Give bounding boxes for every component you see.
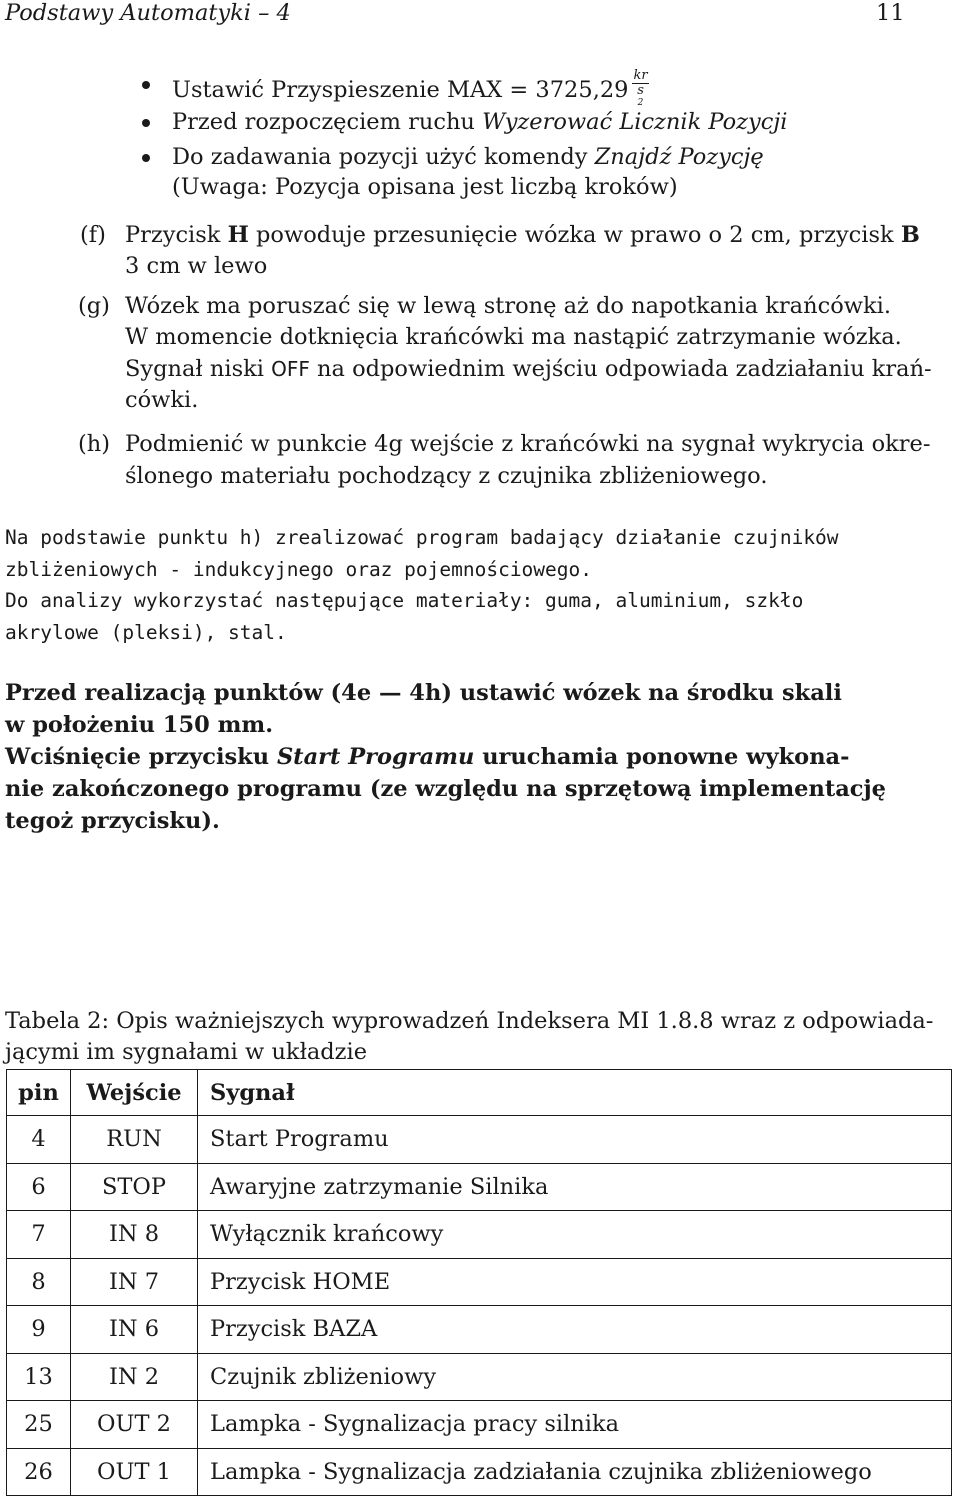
table-header-row: [7, 1070, 952, 1116]
cell-input: OUT 2: [71, 1401, 198, 1449]
cell-input: IN 8: [71, 1211, 198, 1259]
unit-denominator: s: [637, 83, 644, 98]
bullet-find-italic: Znajdź Pozycję: [594, 144, 764, 170]
table-caption-line2: jącymi im sygnałami w układzie: [5, 1039, 368, 1065]
item-h-line1: Podmienić w punkcie 4g wejście z krańcówki na sygnał wykrycia okre-: [125, 431, 931, 457]
item-f-label: (f): [80, 222, 106, 248]
bullet-find-note: (Uwaga: Pozycja opisana jest liczbą kroków): [172, 174, 678, 200]
note-start-program: Start Programu: [276, 744, 475, 770]
item-f-text-a: Przycisk: [125, 222, 228, 248]
task-line-2: zbliżeniowych - indukcyjnego oraz pojemnościowego.: [5, 558, 592, 581]
table-row: [7, 1116, 952, 1164]
cell-input: IN 7: [71, 1258, 198, 1306]
off-signal-label: OFF: [271, 357, 310, 381]
page-number: 11: [876, 0, 905, 26]
item-g-line2: W momencie dotknięcia krańcówki ma nastąpić zatrzymanie wózka.: [125, 324, 902, 350]
note-line-3: [5, 742, 849, 773]
item-h-line2: ślonego materiału pochodzący z czujnika zbliżeniowego.: [125, 463, 768, 489]
cell-pin: 9: [7, 1306, 71, 1354]
item-g-text-b: na odpowiednim wejściu odpowiada zadziałaniu krań-: [309, 356, 932, 382]
bullet-dot: [142, 81, 150, 89]
item-h-label: (h): [78, 431, 111, 457]
cell-pin: 6: [7, 1163, 71, 1211]
cell-input: RUN: [71, 1116, 198, 1164]
note-line-1: Przed realizacją punktów (4e — 4h) ustawić wózek na środku skali: [5, 680, 842, 706]
table-caption-line1: Tabela 2: Opis ważniejszych wyprowadzeń Indeksera MI 1.8.8 wraz z odpowiada-: [5, 1008, 934, 1034]
cell-input: IN 2: [71, 1353, 198, 1401]
header-input: Wejście: [71, 1070, 198, 1116]
cell-signal: Czujnik zbliżeniowy: [198, 1353, 952, 1401]
cell-signal: Przycisk HOME: [198, 1258, 952, 1306]
button-b-label: B: [900, 222, 920, 248]
item-f-line1: [125, 220, 920, 251]
cell-pin: 8: [7, 1258, 71, 1306]
cell-signal: Lampka - Sygnalizacja zadziałania czujnika zbliżeniowego: [198, 1448, 952, 1496]
unit-exponent: 2: [637, 98, 644, 108]
bullet-reset-counter: [172, 107, 788, 138]
cell-input: IN 6: [71, 1306, 198, 1354]
cell-pin: 26: [7, 1448, 71, 1496]
note-line-4: nie zakończonego programu (ze względu na sprzętową implementację: [5, 776, 886, 802]
table-row: [7, 1353, 952, 1401]
note-text-b: uruchamia ponowne wykona-: [474, 744, 850, 770]
item-g-line1: Wózek ma poruszać się w lewą stronę aż do napotkania krańcówki.: [125, 293, 891, 319]
bullet-find-position: [172, 142, 764, 173]
item-g-line3: [125, 354, 932, 385]
task-line-1: Na podstawie punktu h) zrealizować program badający działanie czujników: [5, 526, 839, 549]
bullet-dot: [142, 154, 150, 162]
cell-input: STOP: [71, 1163, 198, 1211]
table-row: [7, 1401, 952, 1449]
bullet-reset-italic: Wyzerować Licznik Pozycji: [482, 109, 788, 135]
task-line-3: Do analizy wykorzystać następujące materiały: guma, aluminium, szkło: [5, 589, 804, 612]
note-line-5: tegoż przycisku).: [5, 808, 220, 834]
item-g-line4: cówki.: [125, 387, 199, 413]
cell-pin: 4: [7, 1116, 71, 1164]
bullet-acceleration-text: Ustawić Przyspieszenie MAX = 3725,29: [172, 77, 629, 104]
table-row: [7, 1306, 952, 1354]
cell-signal: Lampka - Sygnalizacja pracy silnika: [198, 1401, 952, 1449]
button-h-label: H: [227, 222, 249, 248]
table-row: [7, 1163, 952, 1211]
header-signal: Sygnał: [198, 1070, 952, 1116]
cell-signal: Start Programu: [198, 1116, 952, 1164]
header-pin: pin: [7, 1070, 71, 1116]
note-text-a: Wciśnięcie przycisku: [5, 744, 277, 770]
pin-table: [6, 1069, 952, 1496]
running-header-title: Podstawy Automatyki – 4: [5, 0, 291, 26]
cell-input: OUT 1: [71, 1448, 198, 1496]
item-g-text-a: Sygnał niski: [125, 356, 272, 382]
cell-pin: 25: [7, 1401, 71, 1449]
item-f-text-b: powoduje przesunięcie wózka w prawo o 2 cm, przycisk: [248, 222, 901, 248]
bullet-find-text: Do zadawania pozycji użyć komendy: [172, 144, 595, 170]
item-g-label: (g): [78, 293, 110, 319]
task-line-4: akrylowe (pleksi), stal.: [5, 621, 287, 644]
table-row: [7, 1258, 952, 1306]
item-f-line2: 3 cm w lewo: [125, 253, 268, 279]
cell-pin: 7: [7, 1211, 71, 1259]
cell-pin: 13: [7, 1353, 71, 1401]
note-line-2: w położeniu 150 mm.: [5, 712, 274, 738]
bullet-dot: [142, 119, 150, 127]
unit-numerator: kr: [633, 68, 648, 83]
cell-signal: Wyłącznik krańcowy: [198, 1211, 952, 1259]
table-row: [7, 1448, 952, 1496]
cell-signal: Przycisk BAZA: [198, 1306, 952, 1354]
cell-signal: Awaryjne zatrzymanie Silnika: [198, 1163, 952, 1211]
table-row: [7, 1211, 952, 1259]
bullet-reset-text: Przed rozpoczęciem ruchu: [172, 109, 483, 135]
